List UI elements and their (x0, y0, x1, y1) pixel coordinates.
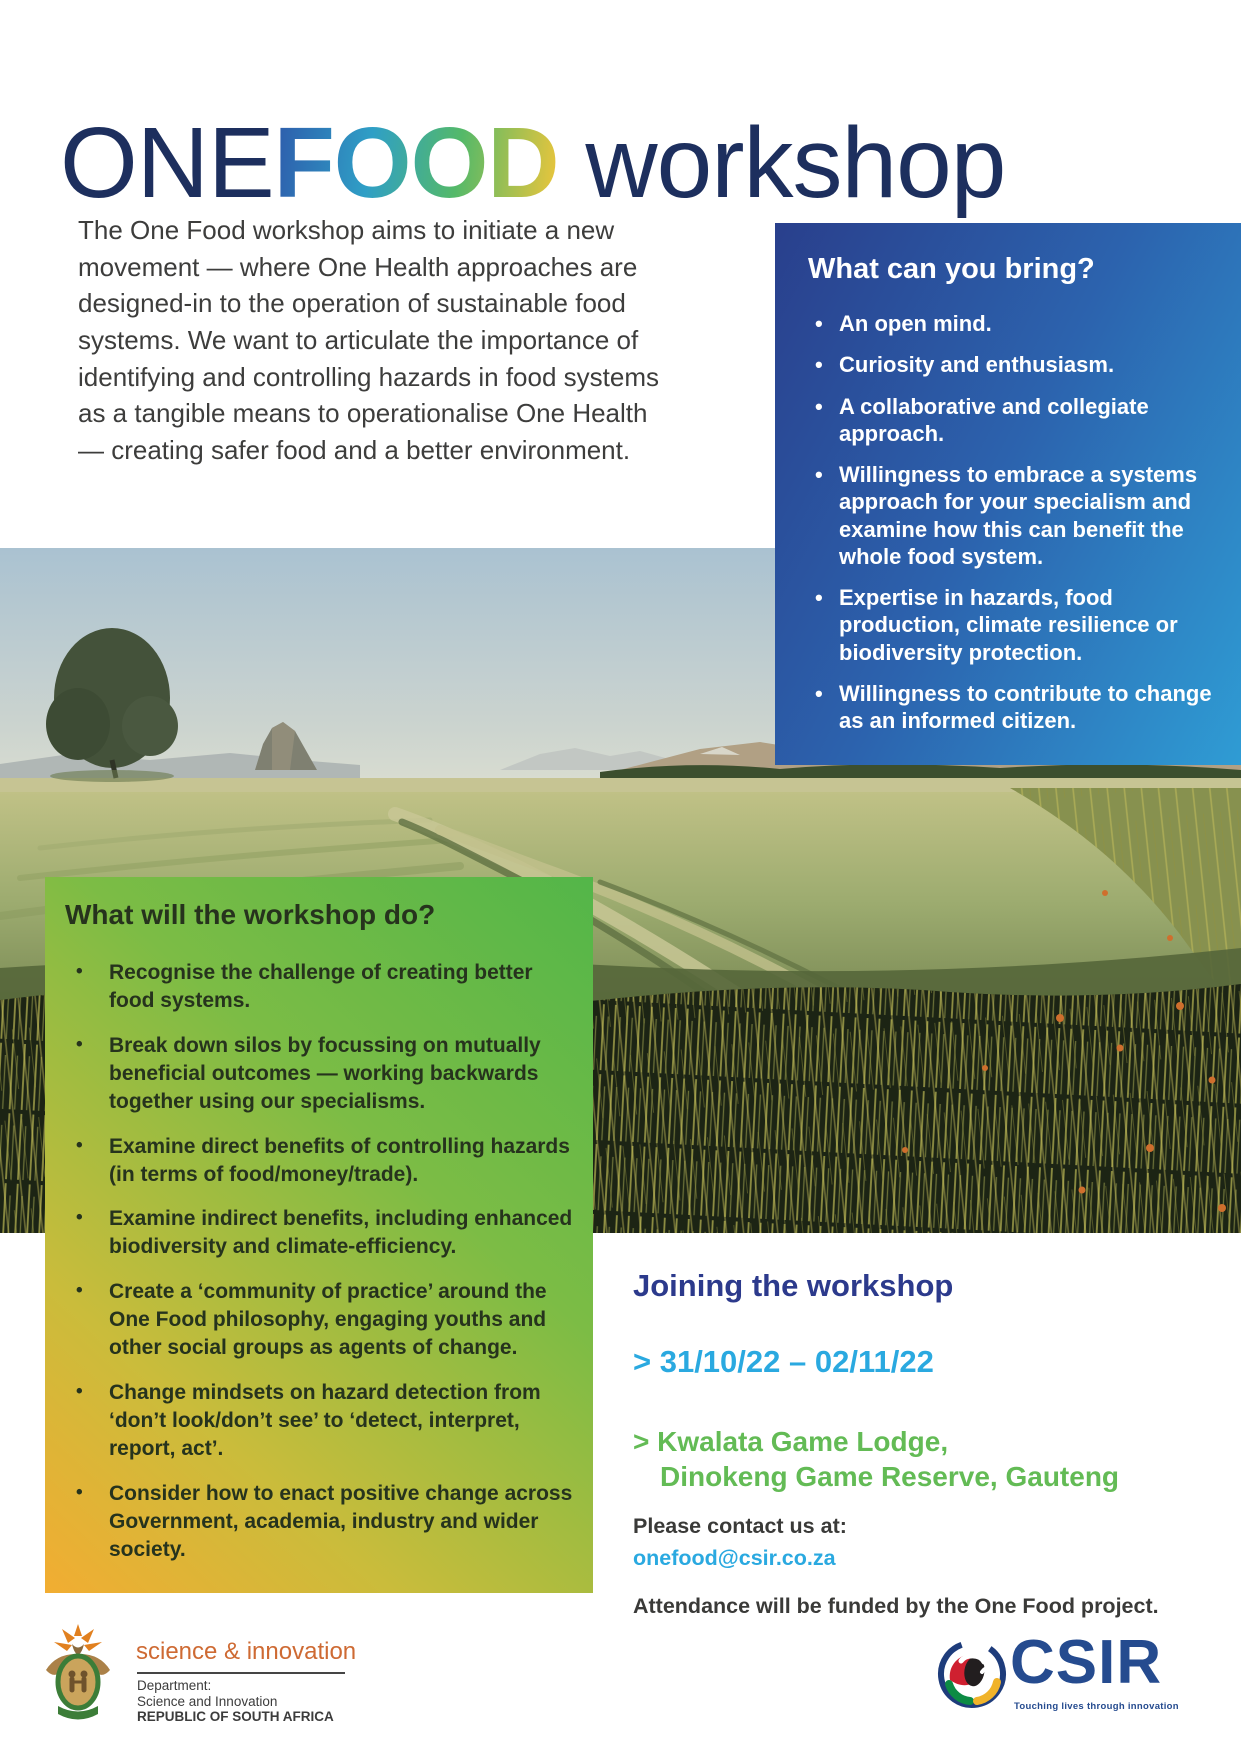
venue-line2: Dinokeng Game Reserve, Gauteng (660, 1461, 1120, 1492)
bullet-list-item (65, 1278, 579, 1362)
workshop-dates: > 31/10/22 – 02/11/22 (633, 1344, 934, 1379)
bullet-text: An open mind. (839, 311, 992, 336)
intro-paragraph: The One Food workshop aims to initiate a new movement — where One Health approaches are designed-in to the operation of sustainable food systems. We want to articulate the importance of identifying and controlling hazards in food systems as a tangible means to operationalise One Health — creating safer food and a better environment. (78, 215, 659, 465)
contact-email-link[interactable]: onefood@csir.co.za (633, 1546, 836, 1570)
bullet-list-item (808, 393, 1217, 448)
bullet-list-item (65, 1032, 579, 1116)
bullet-list-item (65, 1133, 579, 1189)
bullet-icon: • (76, 961, 83, 982)
csir-emblem-icon (936, 1638, 1008, 1715)
title-food: FOOD (273, 107, 559, 219)
dsi-divider (137, 1672, 345, 1674)
bullet-icon: • (815, 352, 823, 378)
bullet-text: Examine indirect benefits, including enhanced biodiversity and climate-efficiency. (109, 1207, 573, 1259)
bullet-list-item (808, 351, 1217, 378)
bullet-text: Break down silos by focussing on mutually beneficial outcomes — working backwards together using our specialisms. (109, 1033, 541, 1113)
bullet-icon: • (76, 1207, 83, 1229)
bullet-list-item (65, 1379, 579, 1463)
do-panel-list (65, 959, 579, 1564)
bullet-icon: • (815, 585, 823, 611)
bullet-icon: • (76, 1033, 83, 1055)
page-title (60, 107, 1005, 219)
dsi-line2: Science and Innovation (137, 1693, 278, 1709)
bullet-text: Change mindsets on hazard detection from ‘don’t look/don’t see’ to ‘detect, interpret, report, act’. (109, 1381, 541, 1460)
bullet-text: Willingness to embrace a systems approach for your specialism and examine how this can benefit the whole food system. (839, 462, 1198, 569)
bullet-text: Expertise in hazards, food production, climate resilience or biodiversity protection. (839, 585, 1178, 665)
bullet-list-item (808, 680, 1217, 735)
bullet-text: Curiosity and enthusiasm. (839, 352, 1115, 378)
bullet-list-item (65, 1480, 579, 1564)
bullet-text: A collaborative and collegiate approach. (839, 393, 1149, 446)
bullet-list-item (808, 461, 1217, 570)
dsi-department-lines (137, 1678, 334, 1725)
bullet-icon: • (76, 1280, 83, 1302)
bullet-list-item (65, 1205, 579, 1261)
bullet-icon: • (76, 1134, 83, 1156)
bullet-text: Willingness to contribute to change as an informed citizen. (839, 680, 1212, 734)
workshop-venue (633, 1424, 1119, 1494)
bullet-icon: • (76, 1481, 83, 1503)
sun-rays-icon (54, 1624, 102, 1651)
csir-tagline: Touching lives through innovation (1014, 1701, 1179, 1712)
what-will-workshop-do-panel (45, 877, 593, 1593)
bullet-list-item (808, 310, 1217, 337)
bullet-icon: • (815, 311, 823, 336)
sa-coat-of-arms-logo (42, 1624, 114, 1729)
bullet-icon: • (815, 680, 823, 706)
bullet-icon: • (815, 393, 823, 419)
do-panel-heading: What will the workshop do? (65, 899, 436, 930)
bullet-icon: • (76, 1381, 83, 1403)
bring-panel-heading: What can you bring? (808, 253, 1095, 285)
what-can-you-bring-panel (775, 223, 1241, 765)
contact-label: Please contact us at: (633, 1514, 847, 1538)
dsi-line3: REPUBLIC OF SOUTH AFRICA (137, 1709, 334, 1725)
title-one: ONE (60, 107, 274, 219)
bullet-text: Examine direct benefits of controlling hazards (in terms of food/money/trade). (109, 1134, 570, 1186)
bullet-text: Consider how to enact positive change across Government, academia, industry and wider society. (109, 1481, 573, 1561)
bullet-list-item (808, 584, 1217, 666)
venue-line1: > Kwalata Game Lodge, (633, 1426, 949, 1457)
bullet-list-item (65, 959, 579, 1015)
joining-heading: Joining the workshop (633, 1268, 954, 1303)
bullet-text: Recognise the challenge of creating better food systems. (109, 961, 533, 1012)
title-workshop: workshop (558, 107, 1006, 219)
funding-note: Attendance will be funded by the One Food project. (633, 1594, 1159, 1618)
dsi-brand-text: science & innovation (136, 1638, 357, 1665)
bring-panel-list (808, 310, 1217, 734)
csir-wordmark: CSIR (1010, 1628, 1163, 1697)
dsi-line1: Department: (137, 1678, 212, 1693)
bullet-text: Create a ‘community of practice’ around the One Food philosophy, engaging youths and other social groups as agents of change. (109, 1280, 547, 1360)
bullet-icon: • (815, 462, 823, 488)
